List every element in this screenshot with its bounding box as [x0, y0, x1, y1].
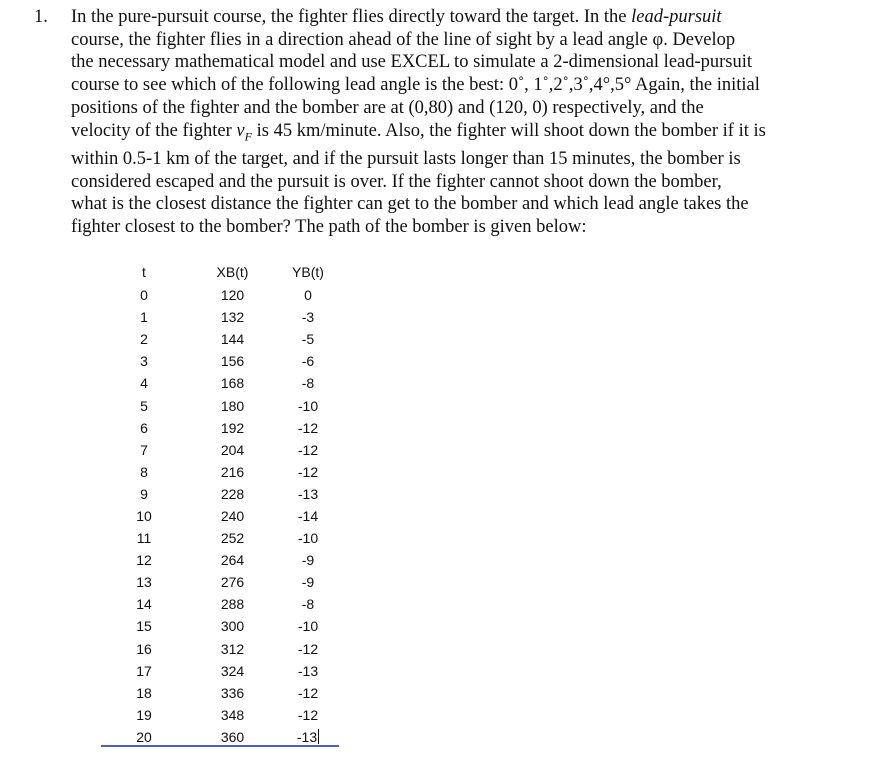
cell-t — [105, 461, 183, 483]
cell-xb — [183, 483, 282, 505]
problem-line — [71, 51, 839, 74]
cell-t — [105, 439, 183, 461]
cell-value: 10 — [136, 507, 152, 524]
problem-line — [71, 6, 839, 29]
table-row — [105, 593, 334, 615]
cell-xb — [183, 682, 282, 704]
cell-yb — [282, 615, 334, 637]
cell-value: -12 — [297, 419, 319, 436]
bomber-path-table — [105, 260, 334, 748]
problem-line — [71, 193, 839, 216]
cell-yb — [282, 284, 334, 306]
problem-line — [71, 148, 839, 171]
problem-line — [71, 171, 839, 194]
cell-value: 1 — [140, 309, 148, 326]
cell-value: 336 — [220, 684, 245, 701]
problem-text-run: is 45 km/minute. Also, the fighter will shoot down the bomber if it is — [251, 120, 766, 141]
cell-value: 9 — [140, 485, 148, 502]
cell-yb — [282, 527, 334, 549]
table-row — [105, 284, 334, 306]
cell-yb — [282, 350, 334, 372]
table-row — [105, 638, 334, 660]
cell-value: 6 — [140, 419, 148, 436]
cell-xb — [183, 704, 282, 726]
cell-t — [105, 593, 183, 615]
cell-value: 156 — [220, 353, 245, 370]
cell-value: -14 — [297, 507, 319, 524]
table-row — [105, 439, 334, 461]
cell-value: -12 — [297, 463, 319, 480]
header-yb: YB(t) — [292, 264, 324, 280]
cell-t — [105, 660, 183, 682]
cell-t — [105, 682, 183, 704]
problem-text-run: course to see which of the following lead angle is the best: 0˚, 1˚,2˚,3˚,4°,5° Again, the initial — [71, 75, 760, 96]
table-row — [105, 549, 334, 571]
cell-t — [105, 372, 183, 394]
cell-t — [105, 284, 183, 306]
cell-yb — [282, 571, 334, 593]
cell-value: 3 — [140, 353, 148, 370]
problem-line — [71, 97, 839, 120]
cell-value: 18 — [136, 684, 152, 701]
cell-value: 324 — [220, 662, 245, 679]
cell-t — [105, 505, 183, 527]
cell-yb — [282, 483, 334, 505]
cell-value: 204 — [220, 441, 245, 458]
cell-xb — [183, 549, 282, 571]
table-row — [105, 483, 334, 505]
cell-xb — [183, 350, 282, 372]
cell-t — [105, 394, 183, 416]
cell-value: 300 — [220, 618, 245, 635]
cell-xb — [183, 638, 282, 660]
cell-value: -6 — [301, 353, 315, 370]
cell-value: -10 — [297, 397, 319, 414]
cell-value: -10 — [297, 530, 319, 547]
cell-yb — [282, 638, 334, 660]
cell-value: 15 — [136, 618, 152, 635]
cell-value: 8 — [140, 463, 148, 480]
problem-text-run: the necessary mathematical model and use EXCEL to simulate a 2-dimensional lead-pursuit — [71, 52, 753, 73]
problem-text-run: fighter closest to the bomber? The path of the bomber is given below: — [71, 217, 587, 238]
cell-value: -3 — [301, 309, 315, 326]
problem-text-run: In the pure-pursuit course, the fighter flies directly toward the target. In the — [71, 7, 632, 27]
problem-text-run: velocity of the fighter — [71, 120, 237, 141]
cell-value: 17 — [136, 662, 152, 679]
cell-value: 180 — [220, 397, 245, 414]
cell-value: 4 — [140, 375, 148, 392]
cell-t — [105, 571, 183, 593]
cell-yb — [282, 660, 334, 682]
cell-value: 12 — [136, 552, 152, 569]
table-row — [105, 505, 334, 527]
cell-xb — [183, 615, 282, 637]
cell-value: 144 — [220, 331, 245, 348]
cell-xb — [183, 660, 282, 682]
cell-xb — [183, 593, 282, 615]
problem-italic-text: lead-pursuit — [631, 7, 722, 27]
cell-value: -8 — [301, 375, 315, 392]
problem-text-run: within 0.5-1 km of the target, and if the pursuit lasts longer than 15 minutes, the bomber is — [71, 148, 741, 169]
cell-value: 228 — [220, 485, 245, 502]
cell-xb — [183, 306, 282, 328]
problem-number: 1. — [34, 7, 48, 27]
cell-value: -9 — [301, 552, 315, 569]
problem-italic-text: F — [244, 129, 252, 144]
cell-value: 14 — [136, 596, 152, 613]
cell-value: 11 — [136, 530, 152, 547]
cell-value: 120 — [220, 287, 245, 304]
bomber-path-table-wrap — [105, 260, 334, 748]
problem-line — [71, 29, 839, 52]
cell-value: 0 — [140, 287, 148, 304]
cell-value: -10 — [297, 618, 319, 635]
table-body — [105, 284, 334, 748]
cell-value: 360 — [220, 728, 245, 745]
cell-xb — [183, 505, 282, 527]
cell-value: 132 — [220, 309, 245, 326]
text-cursor — [318, 729, 319, 744]
cell-yb — [282, 306, 334, 328]
cell-value: -12 — [297, 684, 319, 701]
table-row — [105, 682, 334, 704]
cell-xb — [183, 372, 282, 394]
cell-t — [105, 615, 183, 637]
cell-value: 0 — [304, 287, 312, 304]
cell-value: 168 — [220, 375, 245, 392]
table-row — [105, 306, 334, 328]
cell-value: -12 — [297, 441, 319, 458]
cell-value: 19 — [136, 706, 152, 723]
problem-text-run: course, the fighter flies in a direction ahead of the line of sight by a lead angle φ. Develop — [71, 29, 736, 50]
cell-t — [105, 638, 183, 660]
cell-value: 240 — [220, 507, 245, 524]
problem-text-run: what is the closest distance the fighter can get to the bomber and which lead angle takes the — [71, 194, 749, 215]
problem-text-run: positions of the fighter and the bomber are at (0,80) and (120, 0) respectively, and the — [71, 97, 704, 118]
cell-yb — [282, 593, 334, 615]
cell-t — [105, 306, 183, 328]
cell-value: 7 — [140, 441, 148, 458]
cell-value: -9 — [301, 574, 315, 591]
cell-t — [105, 483, 183, 505]
cell-xb — [183, 439, 282, 461]
table-row — [105, 615, 334, 637]
table-header-row — [105, 260, 334, 284]
table-row — [105, 660, 334, 682]
cell-value: 216 — [220, 463, 245, 480]
cell-value: -13 — [297, 662, 319, 679]
cell-yb — [282, 394, 334, 416]
cell-t — [105, 704, 183, 726]
cell-yb — [282, 461, 334, 483]
cell-xb — [183, 394, 282, 416]
table-row — [105, 571, 334, 593]
cell-value: -12 — [297, 640, 319, 657]
cell-xb — [183, 284, 282, 306]
cell-value: 13 — [136, 574, 152, 591]
table-row — [105, 461, 334, 483]
cell-value: -13 — [297, 485, 319, 502]
cell-t — [105, 549, 183, 571]
cell-yb — [282, 549, 334, 571]
table-row — [105, 372, 334, 394]
cell-yb — [282, 704, 334, 726]
cell-t — [105, 350, 183, 372]
cell-value: 348 — [220, 706, 245, 723]
cell-t — [105, 417, 183, 439]
cell-value: 312 — [220, 640, 245, 657]
cell-value: -13 — [296, 728, 318, 745]
cell-value: 20 — [136, 728, 152, 745]
problem-text — [71, 6, 839, 239]
cell-value: -5 — [301, 331, 315, 348]
table-row — [105, 394, 334, 416]
cell-xb — [183, 571, 282, 593]
table-row — [105, 350, 334, 372]
table-row — [105, 704, 334, 726]
cell-value: 288 — [220, 596, 245, 613]
header-xb: XB(t) — [216, 264, 249, 280]
cell-yb — [282, 682, 334, 704]
cell-xb — [183, 328, 282, 350]
cell-yb — [282, 439, 334, 461]
problem-line — [71, 216, 839, 239]
table-row — [105, 328, 334, 350]
cell-yb — [282, 505, 334, 527]
table-row — [105, 417, 334, 439]
cell-value: 2 — [140, 331, 148, 348]
cell-xb — [183, 461, 282, 483]
cell-xb — [183, 527, 282, 549]
cell-yb — [282, 328, 334, 350]
cell-t — [105, 328, 183, 350]
header-t: t — [142, 264, 146, 280]
problem-italic-text: v — [236, 120, 245, 141]
table-underline — [101, 745, 339, 747]
cell-value: 5 — [140, 397, 148, 414]
problem-line — [71, 120, 839, 148]
cell-value: 16 — [136, 640, 152, 657]
cell-value: -8 — [301, 596, 315, 613]
cell-value: 264 — [220, 552, 245, 569]
cell-value: -12 — [297, 706, 319, 723]
cell-yb — [282, 372, 334, 394]
cell-xb — [183, 417, 282, 439]
cell-t — [105, 527, 183, 549]
cell-yb — [282, 417, 334, 439]
cell-value: 192 — [220, 419, 245, 436]
problem-text-run: considered escaped and the pursuit is over. If the fighter cannot shoot down the bomber, — [71, 171, 722, 192]
cell-value: 252 — [220, 530, 245, 547]
problem-line — [71, 74, 839, 97]
table-row — [105, 527, 334, 549]
cell-value: 276 — [220, 574, 245, 591]
